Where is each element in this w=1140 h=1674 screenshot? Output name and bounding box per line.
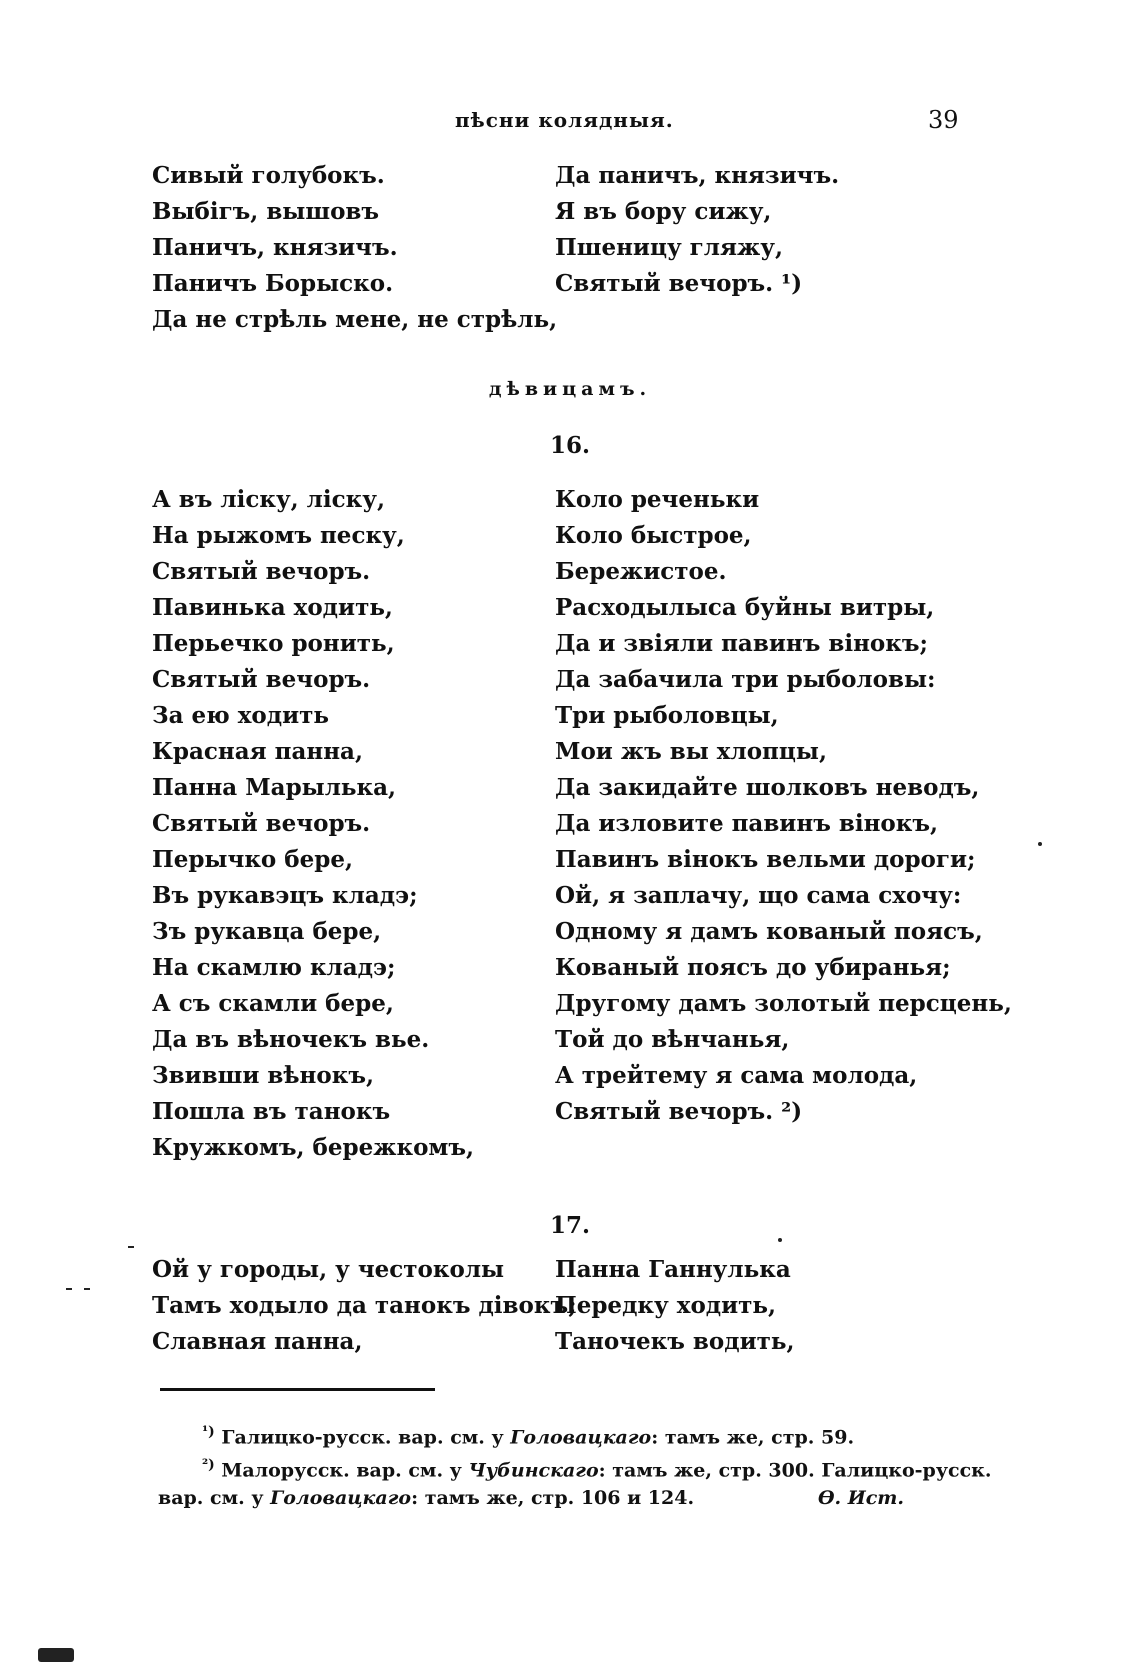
verse-line: Славная панна, [152, 1328, 363, 1355]
verse-line: Одному я дамъ кованый поясъ, [555, 918, 983, 945]
running-title: пѣсни колядныя. [455, 108, 674, 132]
verse-line: Паничъ Борыско. [152, 270, 394, 297]
verse-line: Коло быстрое, [555, 522, 752, 549]
section-heading: дѣвицамъ. [488, 378, 652, 400]
verse-line: Въ рукавэцъ кладэ; [152, 882, 418, 909]
verse-line: Да паничъ, князичъ. [555, 162, 840, 189]
verse-line: На рыжомъ песку, [152, 522, 405, 549]
verse-line: Таночекъ водить, [555, 1328, 795, 1355]
verse-line: Звивши вѣнокъ, [152, 1062, 374, 1089]
author-name: Чубинскаго [468, 1459, 599, 1482]
verse-line: Святый вечоръ. ²) [555, 1098, 803, 1125]
right-column [555, 482, 1012, 1130]
verse-line: Пшеницу гляжу, [555, 234, 783, 261]
verse-line: Сивый голубокъ. [152, 162, 385, 189]
page-number: 39 [928, 106, 959, 134]
verse-line: Святый вечоръ. [152, 666, 371, 693]
footnote-text: вар. см. у [158, 1487, 271, 1509]
signature: Ѳ. Ист. [818, 1487, 905, 1509]
right-column [555, 158, 839, 302]
footnote-rule [160, 1388, 435, 1391]
verse-line: Да въ вѣночекъ вье. [152, 1026, 430, 1053]
footnote-1 [158, 1416, 978, 1449]
verse-line: Паничъ, князичъ. [152, 234, 398, 261]
verse-line: Да изловите павинъ вінокъ, [555, 810, 939, 837]
verse-line: Зъ рукавца бере, [152, 918, 382, 945]
print-speck [128, 1246, 134, 1248]
verse-line: Бережистое. [555, 558, 727, 585]
verse-line: Выбігъ, вышовъ [152, 198, 380, 225]
footnote-text: Галицко-русск. вар. см. у [221, 1426, 511, 1449]
verse-line: Той до вѣнчанья, [555, 1026, 790, 1053]
verse-line: А съ скамли бере, [152, 990, 394, 1017]
verse-line: Павинъ вінокъ вельми дороги; [555, 846, 976, 873]
footnote-marker: ²) [202, 1457, 215, 1473]
song-number-16: 16. [549, 432, 590, 459]
footnote-text: : тамъ же, стр. 300. Галицко-русск. [598, 1459, 992, 1482]
verse-line: Святый вечоръ. ¹) [555, 270, 803, 297]
left-column [152, 1252, 577, 1360]
footnote-text: : тамъ же, стр. 59. [651, 1426, 855, 1449]
author-name: Головацкаго [270, 1487, 412, 1509]
verse-line: Пошла въ танокъ [152, 1098, 391, 1125]
footnote-2-continued [158, 1482, 978, 1515]
verse-line: Я въ бору сижу, [555, 198, 772, 225]
verse-line: Да и звіяли павинъ вінокъ; [555, 630, 928, 657]
verse-line: Мои жъ вы хлопцы, [555, 738, 827, 765]
verse-line: Тамъ ходыло да танокъ дівокъ; [152, 1292, 577, 1319]
print-speck [778, 1238, 782, 1242]
print-speck [1038, 842, 1042, 846]
left-column [152, 482, 474, 1166]
verse-line: Ой, я заплачу, що сама схочу: [555, 882, 962, 909]
verse-line: На скамлю кладэ; [152, 954, 396, 981]
print-speck [66, 1288, 72, 1290]
verse-line: Да забачила три рыболовы: [555, 666, 936, 693]
verse-line: Кованый поясъ до убиранья; [555, 954, 951, 981]
footnote-text: : тамъ же, стр. 106 и 124. [411, 1487, 695, 1509]
library-stamp-mark [38, 1648, 74, 1662]
verse-line: Другому дамъ золотый персцень, [555, 990, 1012, 1017]
verse-line: Павинька ходить, [152, 594, 393, 621]
verse-line: Ой у городы, у честоколы [152, 1256, 505, 1283]
verse-line: Панна Ганнулька [555, 1256, 791, 1283]
verse-line: Три рыболовцы, [555, 702, 779, 729]
verse-line: Панна Марылька, [152, 774, 397, 801]
footnote-text: Малорусск. вар. см. у [221, 1459, 469, 1482]
verse-line: Коло реченьки [555, 486, 760, 513]
verse-line: А трейтему я сама молода, [555, 1062, 918, 1089]
verse-line: Передку ходить, [555, 1292, 777, 1319]
running-head [0, 108, 1140, 138]
verse-line: Перычко бере, [152, 846, 353, 873]
verse-line: Перьечко ронить, [152, 630, 395, 657]
verse-line: За ею ходить [152, 702, 330, 729]
footnote-2 [158, 1449, 992, 1482]
right-column [555, 1252, 795, 1360]
left-column [152, 158, 557, 338]
song-number-17: 17. [549, 1212, 590, 1239]
footnote-marker: ¹) [202, 1424, 215, 1440]
footnotes [158, 1416, 992, 1515]
verse-line: Святый вечоръ. [152, 810, 371, 837]
verse-line: Расходылыса буйны витры, [555, 594, 935, 621]
author-name: Головацкаго [510, 1426, 652, 1449]
verse-line: Святый вечоръ. [152, 558, 371, 585]
verse-line: Красная панна, [152, 738, 363, 765]
verse-line: А въ ліску, ліску, [152, 486, 385, 513]
verse-line: Да не стрѣль мене, не стрѣль, [152, 306, 558, 333]
print-speck [84, 1288, 90, 1290]
verse-line: Кружкомъ, бережкомъ, [152, 1134, 475, 1161]
verse-line: Да закидайте шолковъ неводъ, [555, 774, 980, 801]
